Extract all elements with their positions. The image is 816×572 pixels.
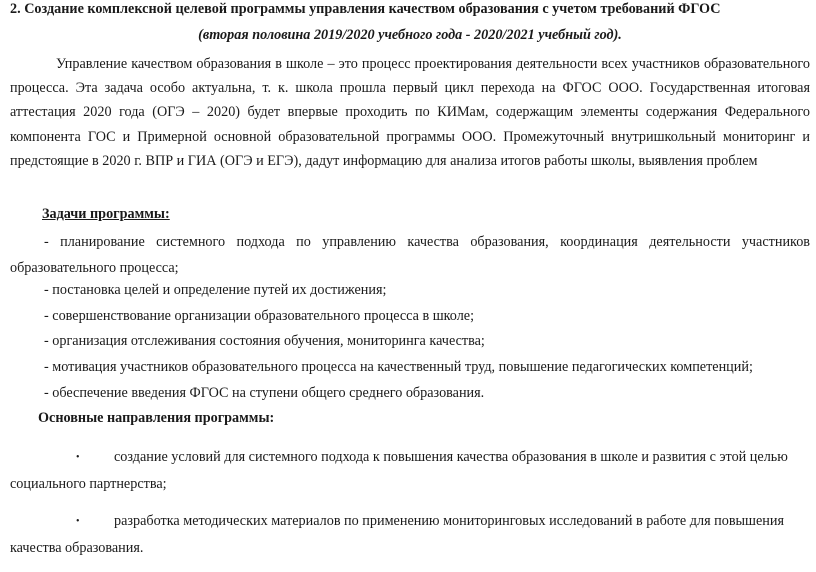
task-item: - постановка целей и определение путей их достижения; — [44, 282, 387, 298]
direction-item: • создание условий для системного подхода к повышения качества образования в школе и развития с этой целью социального партнерства; — [10, 444, 810, 498]
bullet-icon: • — [76, 516, 80, 527]
direction-item: • разработка методических материалов по применению мониторинговых исследований в работе для повышения качества образования. — [10, 508, 810, 562]
section-heading: 2. Создание комплексной целевой программы управления качеством образования с учетом требований ФГОС — [10, 1, 721, 17]
task-item: - мотивация участников образовательного процесса на качественный труд, повышение педагогических компетенций; — [44, 359, 753, 375]
task-item: - совершенствование организации образовательного процесса в школе; — [44, 308, 475, 324]
intro-paragraph — [10, 52, 810, 173]
task-item: - организация отслеживания состояния обучения, мониторинга качества; — [44, 333, 485, 349]
period-subheading: (вторая половина 2019/2020 учебного года - 2020/2021 учебный год). — [198, 27, 622, 43]
directions-title: Основные направления программы: — [38, 410, 275, 426]
bullet-icon: • — [76, 452, 80, 463]
task-item: - обеспечение введения ФГОС на ступени общего среднего образования. — [44, 385, 485, 401]
task-item: - планирование системного подхода по управлению качества образования, координация деятельности участников образовательного процесса; — [10, 234, 810, 276]
tasks-title: Задачи программы: — [42, 206, 170, 222]
intro-text: Управление качеством образования в школе – это процесс проектирования деятельности всех участников образовательного процесса. Эта задача особо актуальна, т. к. школа прошла первый цикл перехода на ФГОС ООО. Государственная итоговая аттестация 2020 года (ОГЭ – 2020) будет впервые проходить по КИМам, содержащим элементы содержания Федерального компонента ГОС и Примерной основной образовательной программы ООО. Промежуточный внутришкольный мониторинг и предстоящие в 2020 г. ВПР и ГИА (ОГЭ и ЕГЭ), дадут информацию для анализа итогов работы школы, выявления проблем — [10, 56, 810, 169]
